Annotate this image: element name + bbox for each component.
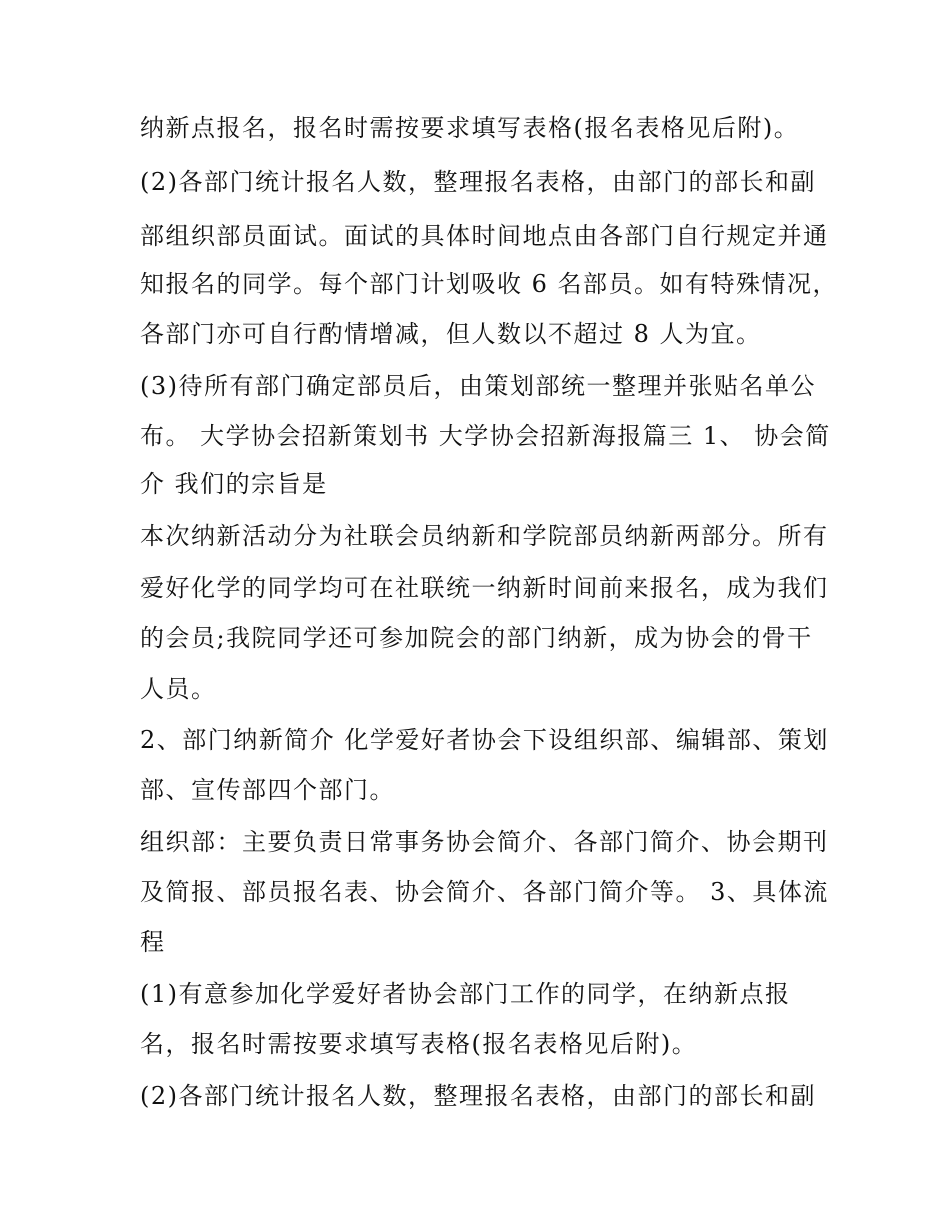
text-line: 各部门亦可自行酌情增减，但人数以不超过 8 人为宜。	[140, 320, 762, 348]
text-line: 人员。	[140, 675, 217, 703]
text-line: 布。 大学协会招新策划书 大学协会招新海报篇三 1、 协会简	[140, 422, 831, 450]
text-line: (2)各部门统计报名人数，整理报名表格，由部门的部长和副	[140, 1082, 816, 1110]
text-line: 介 我们的宗旨是	[140, 470, 328, 498]
text-line: 部组织部员面试。面试的具体时间地点由各部门自行规定并通	[140, 222, 829, 250]
text-line: 爱好化学的同学均可在社联统一纳新时间前来报名，成为我们	[140, 574, 829, 602]
text-line: (2)各部门统计报名人数，整理报名表格，由部门的部长和副	[140, 168, 816, 196]
text-line: 程	[140, 928, 166, 956]
text-line: (3)待所有部门确定部员后，由策划部统一整理并张贴名单公	[140, 372, 816, 400]
text-line: (1)有意参加化学爱好者协会部门工作的同学，在纳新点报	[140, 980, 791, 1008]
text-line: 名，报名时需按要求填写表格(报名表格见后附)。	[140, 1030, 698, 1058]
text-line: 纳新点报名，报名时需按要求填写表格(报名表格见后附)。	[140, 114, 800, 142]
text-line: 组织部：主要负责日常事务协会简介、各部门简介、协会期刊	[140, 828, 829, 856]
text-line: 2、部门纳新简介 化学爱好者协会下设组织部、编辑部、策划	[140, 726, 829, 754]
text-line: 本次纳新活动分为社联会员纳新和学院部员纳新两部分。所有	[140, 522, 829, 550]
text-line: 知报名的同学。每个部门计划吸收 6 名部员。如有特殊情况，	[140, 270, 839, 298]
text-line: 部、宣传部四个部门。	[140, 776, 395, 804]
text-line: 的会员;我院同学还可参加院会的部门纳新，成为协会的骨干	[140, 624, 813, 652]
text-line: 及简报、部员报名表、协会简介、各部门简介等。 3、具体流	[140, 878, 829, 906]
